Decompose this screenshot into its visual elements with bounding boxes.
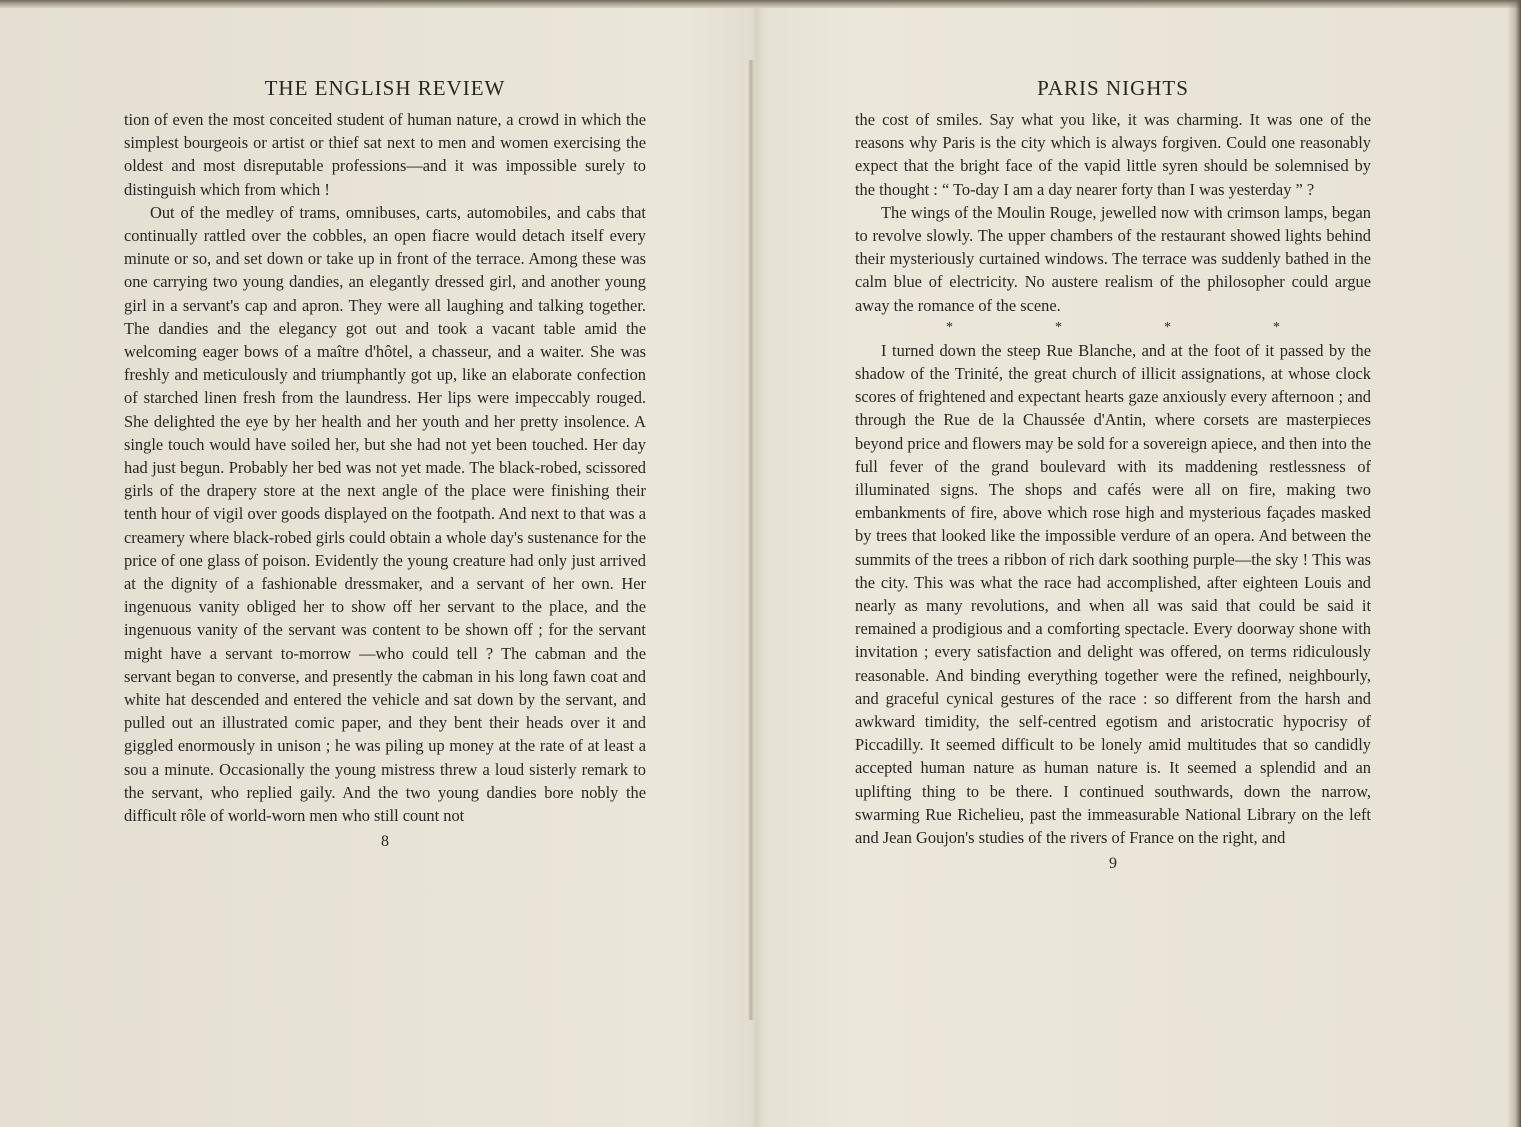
page-number: 9 (1109, 855, 1117, 873)
book-gutter (748, 60, 754, 1020)
section-break (855, 317, 1371, 339)
page-body (124, 108, 646, 827)
page-body (855, 108, 1371, 849)
asterisk: * (1055, 319, 1062, 335)
asterisk: * (1273, 319, 1280, 335)
paragraph: Out of the medley of trams, omnibuses, carts, automobiles, and cabs that continually rattled over the cobbles, an open fiacre would detach itself every minute or so, and set down or take up in front of the terrace. Among these was one carrying two young dandies, an elegantly dressed girl, and another young girl in a servant's cap and apron. They were all laughing and talking together. The dandies and the elegancy got out and took a vacant table amid the welcoming eager bows of a maître d'hôtel, a chasseur, and a waiter. She was freshly and meticulously and triumphantly got up, like an elaborate confection of starched linen fresh from the laundress. Her lips were impeccably rouged. She delighted the eye by her health and her youth and her pretty insolence. A single touch would have soiled her, but she had not yet been touched. Her day had just begun. Probably her bed was not yet made. The black-robed, scissored girls of the drapery store at the next angle of the place were finishing their tenth hour of vigil over goods displayed on the footpath. And next to that was a creamery where black-robed girls could obtain a whole day's sustenance for the price of one glass of poison. Evidently the young creature had only just arrived at the dignity of a fashionable dressmaker, and a servant of her own. Her ingenuous vanity obliged her to show off her servant to the place, and the ingenuous vanity of the servant was content to be shown off ; for the servant might have a servant to-morrow —who could tell ? The cabman and the servant began to converse, and presently the cabman in his long fawn coat and white hat descended and entered the vehicle and sat down by the servant, and pulled out an illustrated comic paper, and they bent their heads over it and giggled enormously in unison ; he was piling up money at the rate of at least a sou a minute. Occasionally the young mistress threw a loud sisterly remark to the servant, who replied gaily. And the two young dandies bore nobly the difficult rôle of world-worn men who still count not (124, 202, 646, 826)
paragraph: I turned down the steep Rue Blanche, and at the foot of it passed by the shadow of the Trinité, the great church of illicit assignations, at whose clock scores of frightened and expectant hearts gaze anxiously every afternoon ; and through the Rue de la Chaussée d'Antin, where corsets are masterpieces beyond price and flowers may be sold for a sovereign apiece, and then into the full fever of the grand boulevard with its maddening restlessness of illuminated signs. The shops and cafés were all on fire, making two embankments of fire, above which rose high and mysterious façades masked by trees that looked like the impossible verdure of an opera. And between the summits of the trees a ribbon of rich dark soothing purple—the sky ! This was the city. This was what the race had accomplished, after eighteen Louis and nearly as many revolutions, and when all was said that could be said it remained a prodigious and a comforting spectacle. Every doorway shone with invitation ; every satisfaction and delight was offered, on terms ridiculously reasonable. And binding everything together were the refined, neighbourly, and graceful cynical gestures of the race : so different from the harsh and awkward timidity, the self-centred egotism and aristocratic hypocrisy of Piccadilly. It seemed difficult to be lonely amid multitudes that so candidly accepted human nature as human nature is. It seemed a splendid and an uplifting thing to be there. I continued southwards, down the narrow, swarming Rue Richelieu, past the immeasurable National Library on the left and Jean Goujon's studies of the rivers of France on the right, and (855, 340, 1371, 848)
paragraph: tion of even the most conceited student of human nature, a crowd in which the simplest bourgeois or artist or thief sat next to men and women exercising the oldest and most disreputable professions—and it was impossible surely to distinguish which from which ! (124, 110, 646, 199)
asterisk: * (946, 319, 953, 335)
asterisk: * (1164, 319, 1171, 335)
left-page (124, 72, 646, 851)
page-top-edge (0, 0, 1521, 8)
running-head: THE ENGLISH REVIEW (264, 76, 506, 100)
page-right-edge (1507, 0, 1521, 1127)
paragraph: the cost of smiles. Say what you like, it was charming. It was one of the reasons why Paris is the city which is always forgiven. Could one reasonably expect that the bright face of the vapid little syren should be solemnised by the thought : “ To-day I am a day nearer forty than I was yesterday ” ? (855, 110, 1371, 199)
page-number: 8 (381, 833, 389, 851)
paragraph: The wings of the Moulin Rouge, jewelled now with crimson lamps, began to revolve slowly. The upper chambers of the restaurant showed lights behind their mysteriously curtained windows. The terrace was suddenly bathed in the calm blue of electricity. No austere realism of the philosopher could argue away the romance of the scene. (855, 202, 1371, 315)
right-page (855, 72, 1371, 873)
running-head: PARIS NIGHTS (1037, 76, 1189, 100)
